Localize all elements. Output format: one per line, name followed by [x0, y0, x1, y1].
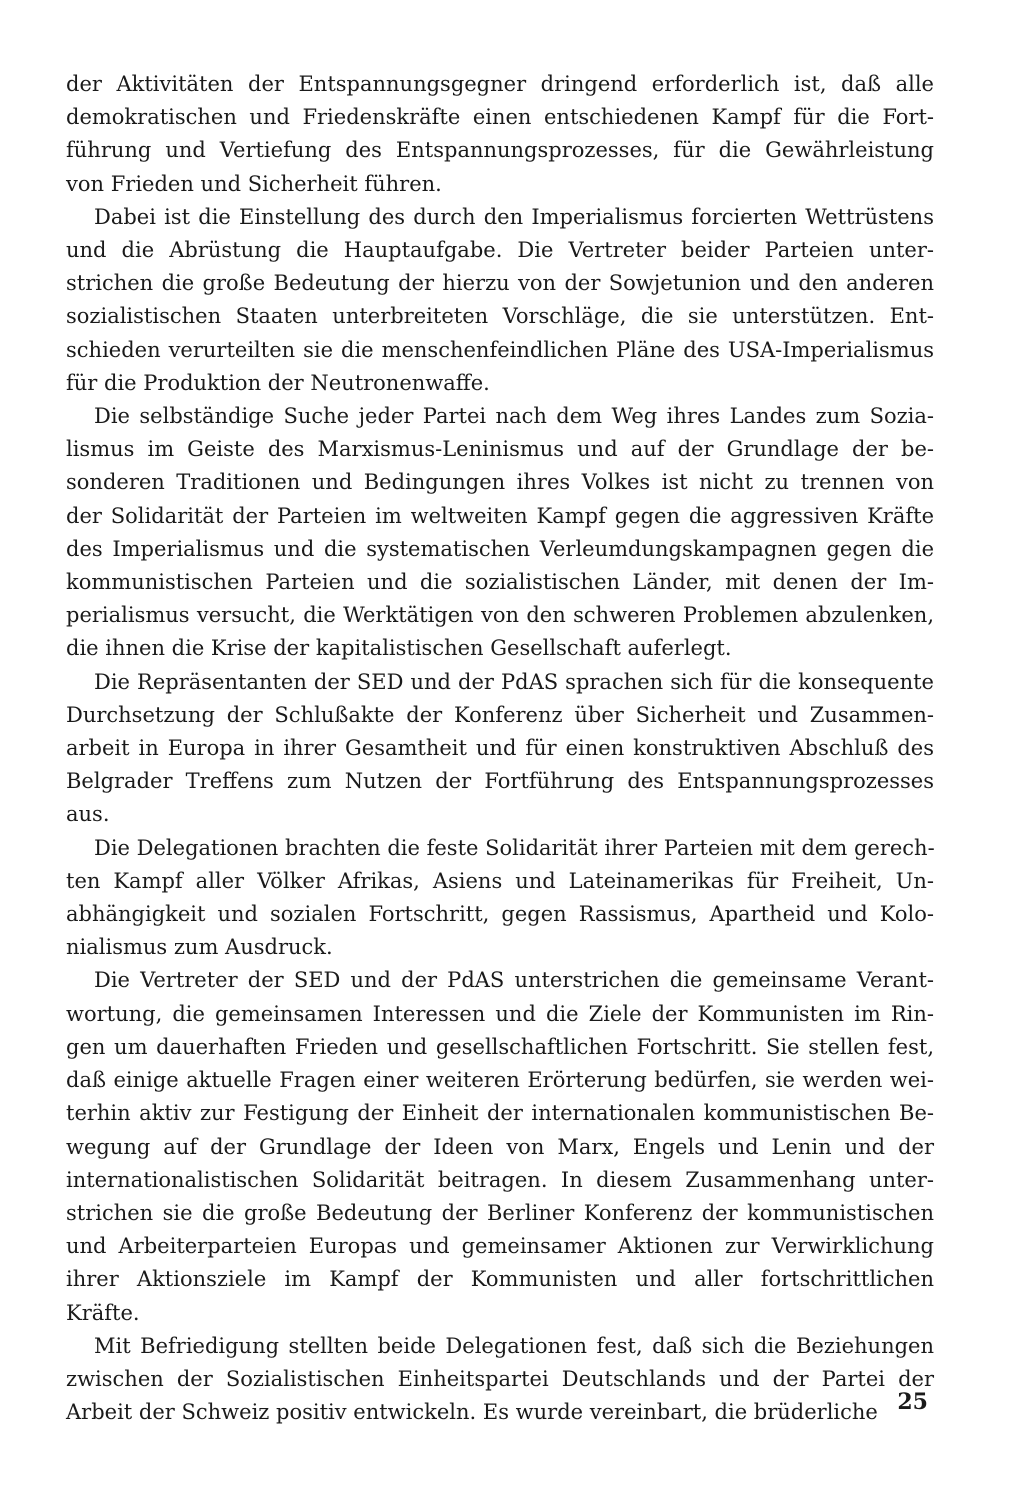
paragraph [66, 68, 934, 201]
text-line: Die Vertreter der SED und der PdAS unterstrichen die gemeinsame Verant- [94, 968, 934, 993]
text-line: Die Repräsentanten der SED und der PdAS sprachen sich für die konsequente [94, 669, 934, 694]
text-line: Belgrader Treffens zum Nutzen der Fortführung des Entspannungsprozesses [66, 769, 934, 794]
text-line: arbeit in Europa in ihrer Gesamtheit und für einen konstruktiven Abschluß des [66, 736, 934, 761]
text-line: Die Delegationen brachten die feste Solidarität ihrer Parteien mit dem gerech- [94, 835, 935, 860]
paragraph [66, 1330, 934, 1430]
text-line: zwischen der Sozialistischen Einheitspartei Deutschlands und der Partei der [66, 1366, 934, 1391]
text-line: die ihnen die Krise der kapitalistischen Gesellschaft auferlegt. [66, 636, 732, 661]
text-line: strichen sie die große Bedeutung der Berliner Konferenz der kommunistischen [66, 1200, 934, 1225]
text-line: lismus im Geiste des Marxismus-Leninismus und auf der Grundlage der be- [66, 437, 934, 462]
text-line: wegung auf der Grundlage der Ideen von Marx, Engels und Lenin und der [66, 1134, 934, 1159]
text-line: internationalistischen Solidarität beitragen. In diesem Zusammenhang unter- [66, 1167, 934, 1192]
paragraph [66, 201, 934, 400]
text-line: aus. [66, 802, 110, 827]
text-line: daß einige aktuelle Fragen einer weiteren Erörterung bedürfen, sie werden wei- [66, 1068, 934, 1093]
text-line: und Arbeiterparteien Europas und gemeinsamer Aktionen zur Verwirklichung [66, 1234, 934, 1259]
text-line: terhin aktiv zur Festigung der Einheit der internationalen kommunistischen Be- [66, 1101, 934, 1126]
text-line: für die Produktion der Neutronenwaffe. [66, 370, 490, 395]
text-line: des Imperialismus und die systematischen Verleumdungskampagnen gegen die [66, 536, 934, 561]
text-line: Dabei ist die Einstellung des durch den Imperialismus forcierten Wettrüstens [94, 204, 934, 229]
text-line: Mit Befriedigung stellten beide Delegationen fest, daß sich die Beziehungen [94, 1333, 934, 1358]
paragraph [66, 400, 934, 666]
text-line: ten Kampf aller Völker Afrikas, Asiens und Lateinamerikas für Freiheit, Un- [66, 868, 934, 893]
paragraph [66, 666, 934, 832]
text-line: kommunistischen Parteien und die sozialistischen Länder, mit denen der Im- [66, 570, 934, 595]
text-line: Die selbständige Suche jeder Partei nach dem Weg ihres Landes zum Sozia- [94, 404, 934, 429]
text-line: Kräfte. [66, 1300, 140, 1325]
text-line: Durchsetzung der Schlußakte der Konferenz über Sicherheit und Zusammen- [66, 702, 934, 727]
page-number: 25 [897, 1389, 928, 1415]
text-line: strichen die große Bedeutung der hierzu von der Sowjetunion und den anderen [66, 271, 934, 296]
paragraph [66, 964, 934, 1329]
text-line: führung und Vertiefung des Entspannungsprozesses, für die Gewährleistung [66, 138, 934, 163]
text-line: perialismus versucht, die Werktätigen von den schweren Problemen abzulenken, [66, 603, 934, 628]
text-line: sozialistischen Staaten unterbreiteten Vorschläge, die sie unterstützen. Ent- [66, 304, 934, 329]
text-line: gen um dauerhaften Frieden und gesellschaftlichen Fortschritt. Sie stellen fest, [66, 1034, 934, 1059]
text-line: von Frieden und Sicherheit führen. [66, 171, 442, 196]
text-line: und die Abrüstung die Hauptaufgabe. Die Vertreter beider Parteien unter- [66, 238, 934, 263]
paragraph [66, 832, 934, 965]
text-line: Arbeit der Schweiz positiv entwickeln. Es wurde vereinbart, die brüderliche [66, 1400, 878, 1425]
text-line: der Aktivitäten der Entspannungsgegner dringend erforderlich ist, daß alle [66, 72, 934, 96]
text-line: wortung, die gemeinsamen Interessen und die Ziele der Kommunisten im Rin- [66, 1001, 934, 1026]
text-line: sonderen Traditionen und Bedingungen ihres Volkes ist nicht zu trennen von [66, 470, 934, 495]
text-line: abhängigkeit und sozialen Fortschritt, gegen Rassismus, Apartheid und Kolo- [66, 902, 934, 927]
page-body [66, 68, 934, 1429]
text-line: demokratischen und Friedenskräfte einen entschiedenen Kampf für die Fort- [66, 105, 934, 130]
text-line: schieden verurteilten sie die menschenfeindlichen Pläne des USA-Imperialismus [66, 337, 934, 362]
text-line: der Solidarität der Parteien im weltweiten Kampf gegen die aggressiven Kräfte [66, 503, 934, 528]
text-line: nialismus zum Ausdruck. [66, 935, 333, 960]
text-line: ihrer Aktionsziele im Kampf der Kommunisten und aller fortschrittlichen [66, 1267, 934, 1292]
